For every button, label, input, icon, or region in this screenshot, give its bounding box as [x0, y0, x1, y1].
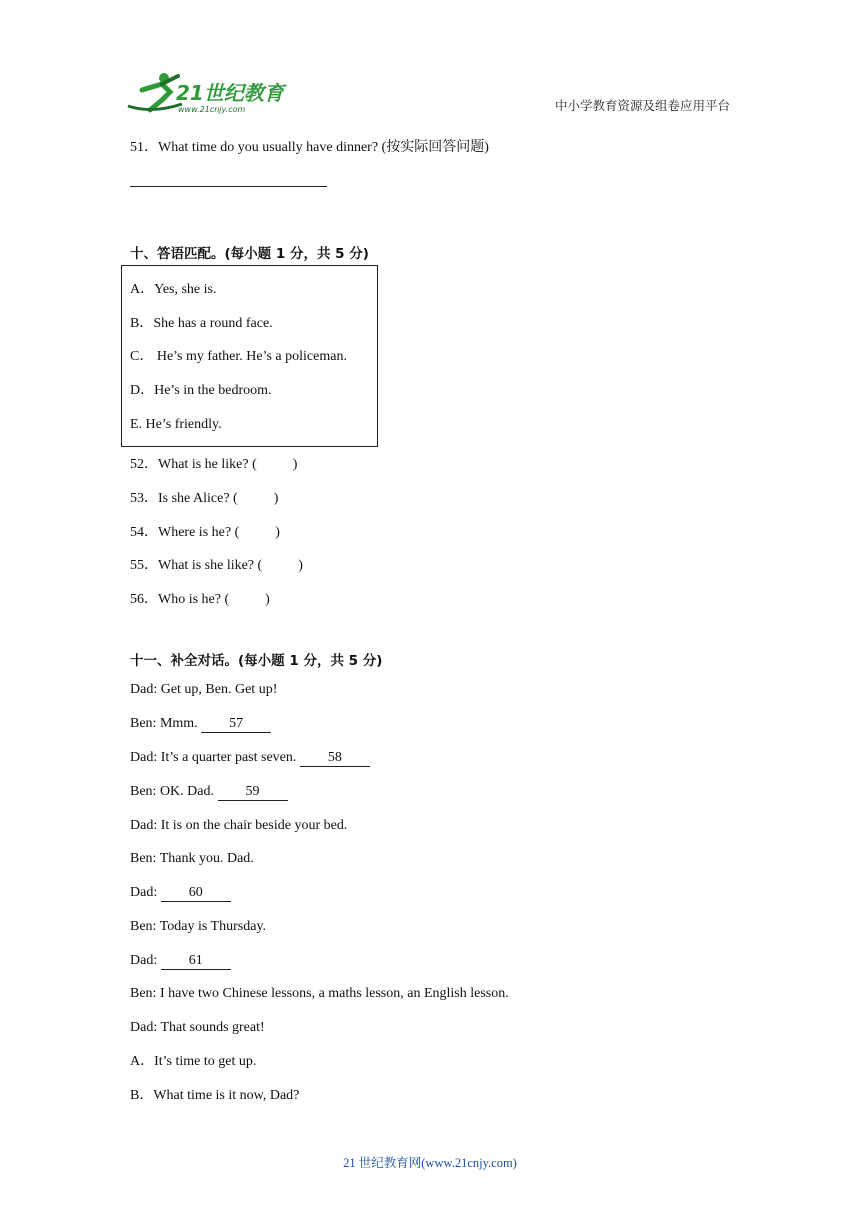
- dialogue-line-7: Dad: 60: [130, 884, 231, 902]
- dialogue-line-10: Ben: I have two Chinese lessons, a maths lesson, an English lesson.: [130, 986, 509, 1001]
- dialogue-line-4: Ben: OK. Dad. 59: [130, 783, 288, 801]
- blank-57: 57: [201, 716, 271, 733]
- option-d: D．He’s in the bedroom.: [130, 383, 272, 398]
- dialogue-line-3: Dad: It’s a quarter past seven. 58: [130, 749, 370, 767]
- dialogue-line-11: Dad: That sounds great!: [130, 1020, 265, 1035]
- dialogue-line-8: Ben: Today is Thursday.: [130, 919, 267, 934]
- logo-text: 21世纪教育: [176, 81, 284, 105]
- dialogue-line-1: Dad: Get up, Ben. Get up!: [130, 682, 278, 697]
- option-b: B．She has a round face.: [130, 316, 273, 331]
- question-52: 52．What is he like? ( ): [130, 457, 298, 472]
- section-10-title: 十、答语匹配。(每小题 1 分，共 5 分): [130, 246, 369, 262]
- blank-61: 61: [161, 953, 231, 970]
- dialogue-line-9: Dad: 61: [130, 952, 231, 970]
- question-54: 54．Where is he? ( ): [130, 525, 280, 540]
- option-c: C． He’s my father. He’s a policeman.: [130, 349, 347, 364]
- question-53: 53．Is she Alice? ( ): [130, 491, 279, 506]
- runner-logo-icon: [122, 70, 292, 116]
- section-11-title: 十一、补全对话。(每小题 1 分，共 5 分): [130, 653, 383, 669]
- dialogue-line-5: Dad: It is on the chair beside your bed.: [130, 818, 348, 833]
- logo-url: www.21cnjy.com: [178, 105, 246, 114]
- option-a: A．Yes, she is.: [130, 282, 217, 297]
- option-a-dialogue: A．It’s time to get up.: [130, 1054, 257, 1069]
- dialogue-line-6: Ben: Thank you. Dad.: [130, 851, 254, 866]
- site-logo: [122, 70, 292, 116]
- answer-line-51: [130, 186, 327, 187]
- blank-59: 59: [218, 784, 288, 801]
- header-platform-name: 中小学教育资源及组卷应用平台: [554, 98, 730, 113]
- question-55: 55．What is she like? ( ): [130, 558, 303, 573]
- dialogue-line-2: Ben: Mmm. 57: [130, 715, 271, 733]
- footer-text: 21 世纪教育网(www.21cnjy.com): [343, 1156, 517, 1170]
- question-56: 56．Who is he? ( ): [130, 592, 270, 607]
- question-51: 51．What time do you usually have dinner? (按实际回答问题): [130, 140, 489, 155]
- option-b-dialogue: B．What time is it now, Dad?: [130, 1088, 300, 1103]
- blank-58: 58: [300, 750, 370, 767]
- blank-60: 60: [161, 885, 231, 902]
- option-e: E. He’s friendly.: [130, 417, 222, 432]
